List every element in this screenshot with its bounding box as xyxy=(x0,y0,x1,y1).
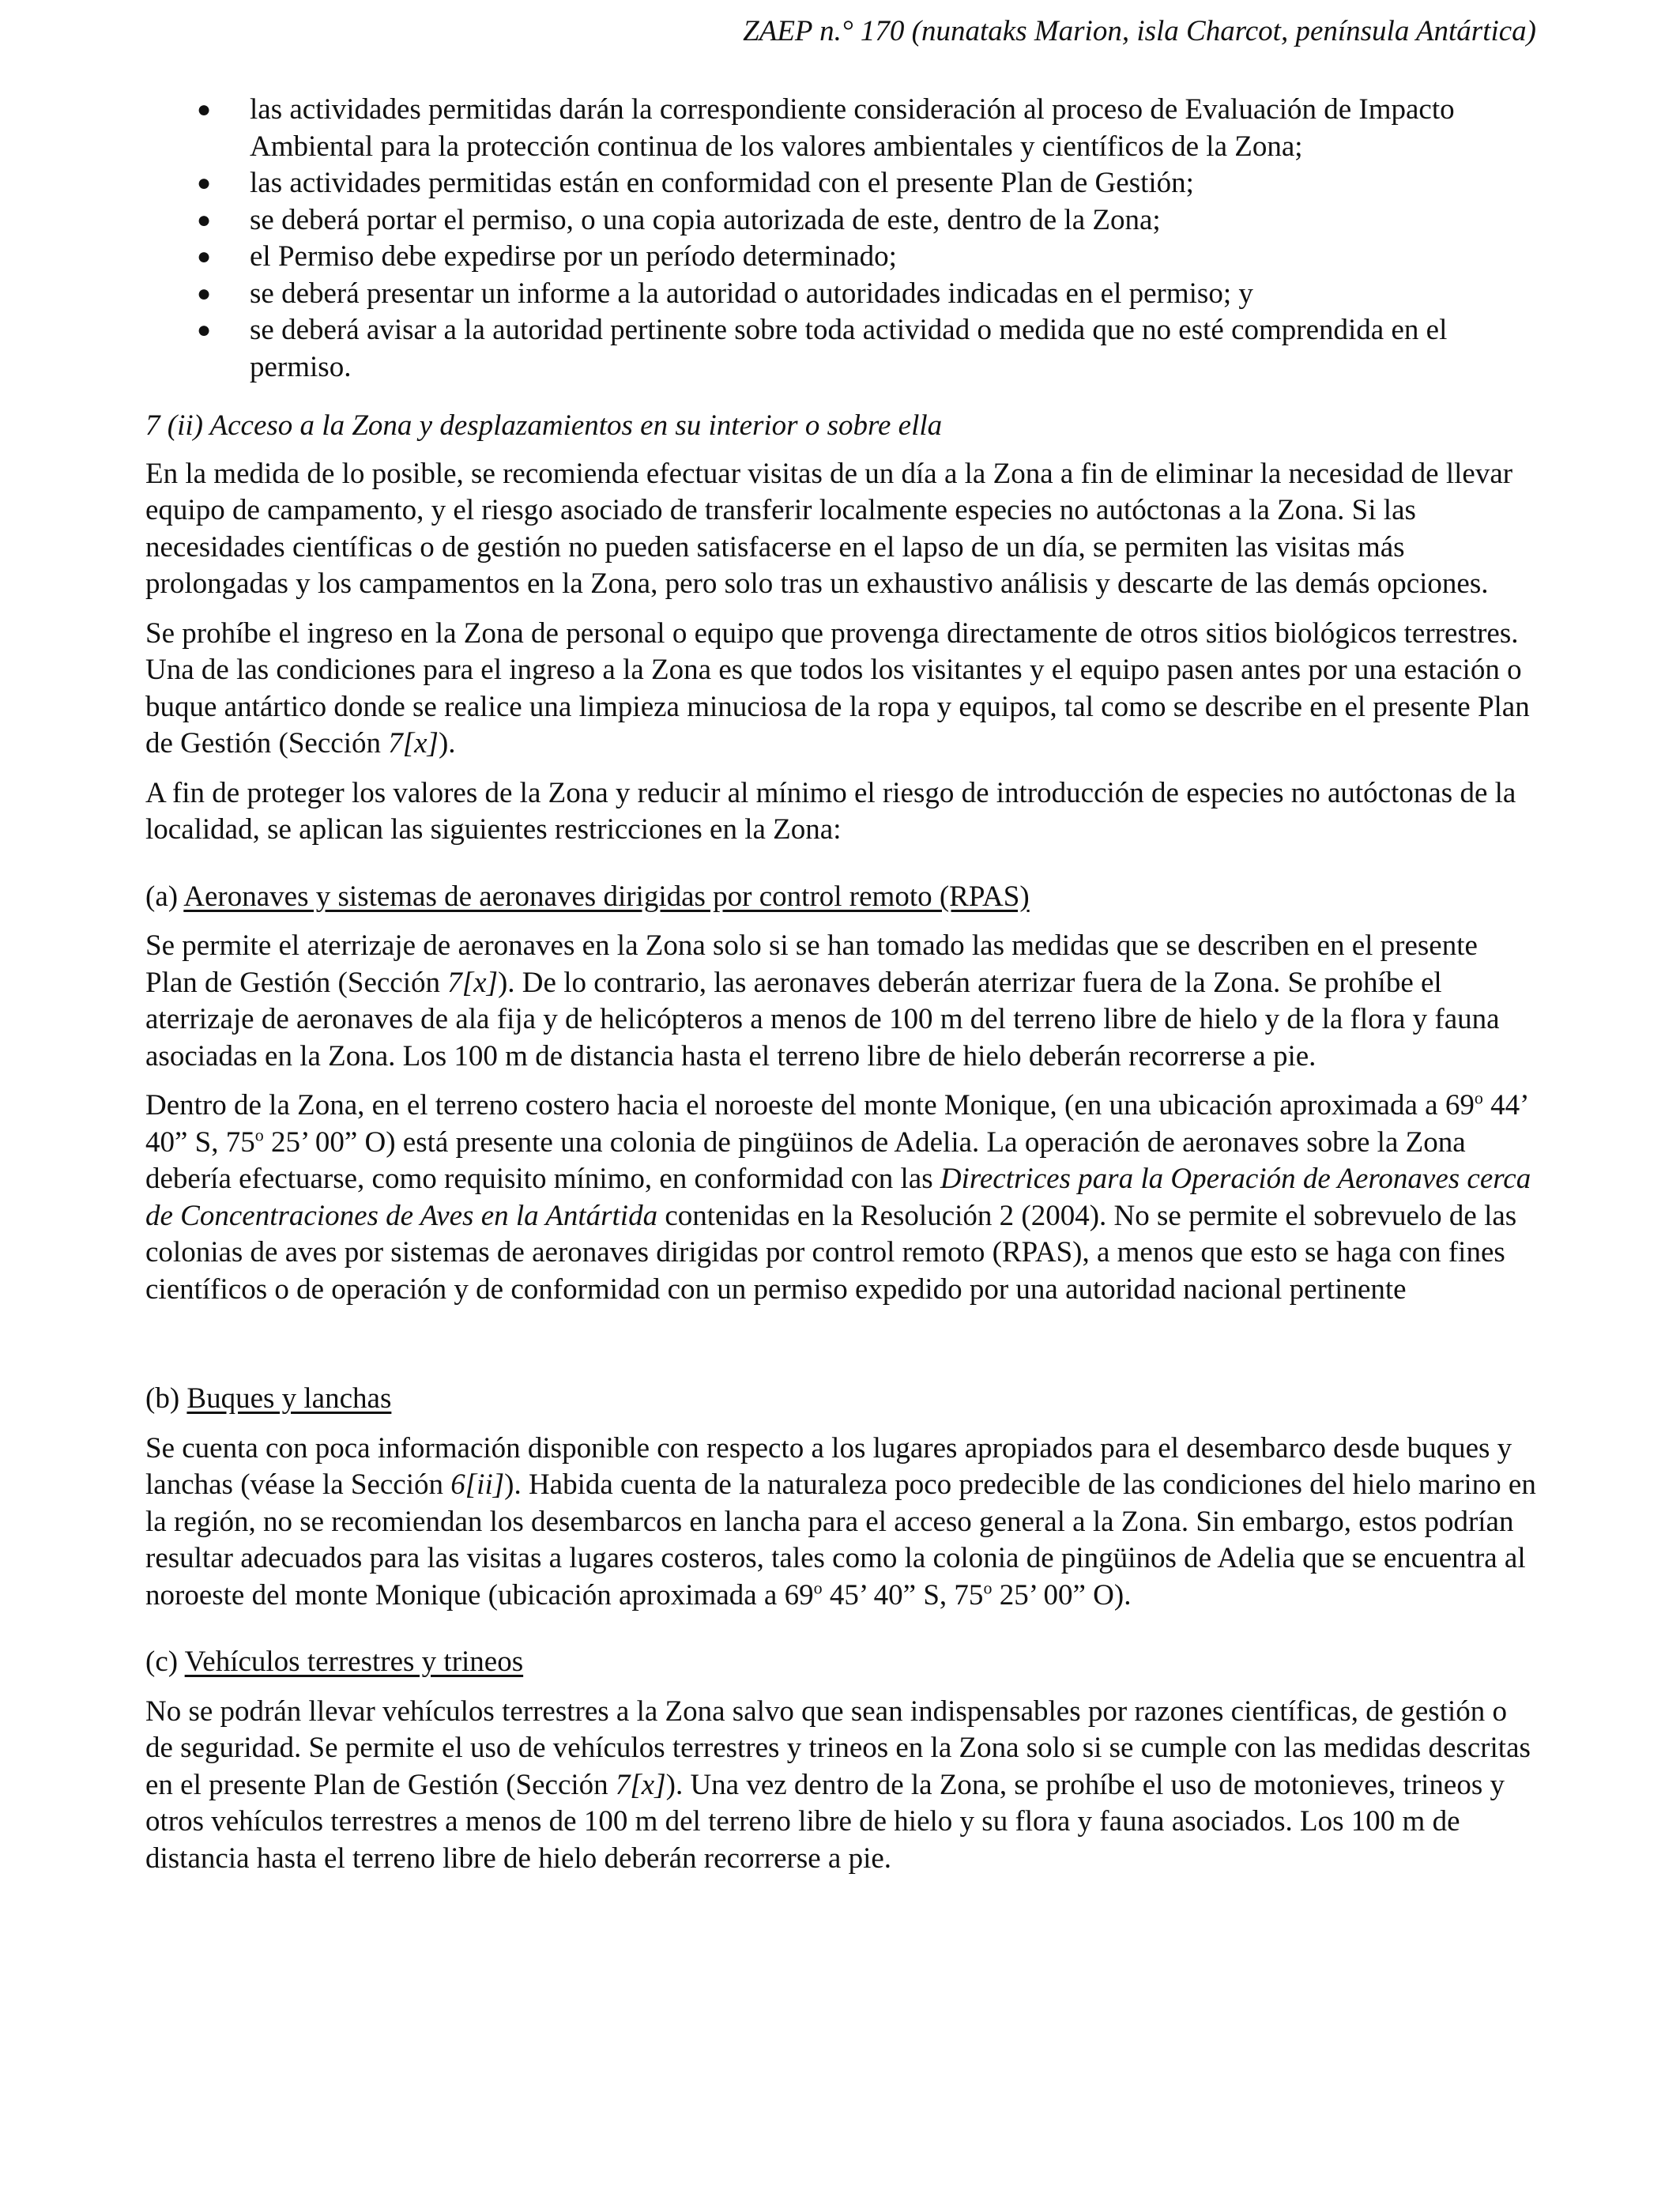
subheading-aircraft: (a) Aeronaves y sistemas de aeronaves dirigidas por control remoto (RPAS) xyxy=(145,880,1030,913)
section-reference: 7[x] xyxy=(388,727,439,760)
paragraph-penguin-colony-aircraft: Dentro de la Zona, en el terreno costero hacia el noroeste del monte Monique, (en una ubicación aproximada a 69$^o$ 44’ 40” S, 75$^o$ 25’ 00” O) está presente una colonia de pingüinos de Adelia. La operación de aeronaves sobre la Zona debería efectuarse, como requisito mínimo, en conformidad con las Directrices para la Operación de Aeronaves cerca de Concentraciones de Aves en la Antártida contenidas en la Resolución 2 (2004). No se permite el sobrevuelo de las colonias de aves por sistemas de aeronaves dirigidas por control remoto (RPAS), a menos que esto se haga con fines científicos o de operación y de conformidad con un permiso expedido por una autoridad nacional pertinente xyxy=(145,1088,1531,1306)
section-reference: 7[x] xyxy=(615,1768,666,1801)
paragraph-restrictions-intro: A fin de proteger los valores de la Zona y reducir al mínimo el riesgo de introducción de especies no autóctonas de la localidad, se aplican las siguientes restricciones en la Zona: xyxy=(145,776,1516,846)
bullet-icon: ● xyxy=(197,206,212,233)
section-reference: 7[x] xyxy=(447,966,498,999)
paragraph-aircraft-landing: Se permite el aterrizaje de aeronaves en la Zona solo si se han tomado las medidas que se describen en el presente Plan de Gestión (Sección 7[x]). De lo contrario, las aeronaves deberán aterrizar fuera de la Zona. Se prohíbe el aterrizaje de aeronaves de ala fija y de helicópteros a menos de 100 m del terreno libre de hielo y de la flora y fauna asociadas en la Zona. Los 100 m de distancia hasta el terreno libre de hielo deberán recorrerse a pie. xyxy=(145,929,1500,1072)
document-page xyxy=(145,9,1536,1890)
bullet-icon: ● xyxy=(197,96,212,123)
paragraph-ships-landing: Se cuenta con poca información disponible con respecto a los lugares apropiados para el desembarco desde buques y lanchas (véase la Sección 6[ii]). Habida cuenta de la naturaleza poco predecible de las condiciones del hielo marino en la región, no se recomiendan los desembarcos en lancha para el acceso general a la Zona. Sin embargo, estos podrían resultar adecuados para las visitas a lugares costeros, tales como la colonia de pingüinos de Adelia que se encuentra al noroeste del monte Monique (ubicación aproximada a 69$^o$ 45’ 40” S, 75$^o$ 25’ 00” O). xyxy=(145,1431,1536,1612)
list-item: ● el Permiso debe expedirse por un período determinado; xyxy=(145,239,1536,276)
subheading-ships: (b) Buques y lanchas xyxy=(145,1382,392,1415)
paragraph-day-visits: En la medida de lo posible, se recomienda efectuar visitas de un día a la Zona a fin de eliminar la necesidad de llevar equipo de campamento, y el riesgo asociado de transferir localmente especies no autóctonas a la Zona. Si las necesidades científicas o de gestión no pueden satisfacerse en el lapso de un día, se permiten las visitas más prolongadas y los campamentos en la Zona, pero solo tras un exhaustivo análisis y descarte de las demás opciones. xyxy=(145,457,1513,600)
list-item: ● se deberá presentar un informe a la autoridad o autoridades indicadas en el permiso; y xyxy=(145,276,1536,313)
guidelines-title: Directrices para la Operación de Aeronaves cerca de Concentraciones de Aves en la Antártida xyxy=(145,1163,1531,1232)
section-title: 7 (ii) Acceso a la Zona y desplazamientos en su interior o sobre ella xyxy=(145,409,943,442)
bullet-icon: ● xyxy=(197,280,212,307)
subheading-vehicles: (c) Vehículos terrestres y trineos xyxy=(145,1646,524,1678)
paragraph-entry-cleaning: Se prohíbe el ingreso en la Zona de personal o equipo que provenga directamente de otros sitios biológicos terrestres. Una de las condiciones para el ingreso a la Zona es que todos los visitantes y el equipo pasen antes por una estación o buque antártico donde se realice una limpieza minuciosa de la ropa y equipos, tal como se describe en el presente Plan de Gestión (Sección 7[x]). xyxy=(145,616,1530,760)
list-item: ● las actividades permitidas están en conformidad con el presente Plan de Gestión; xyxy=(145,165,1536,202)
list-item: ● se deberá portar el permiso, o una copia autorizada de este, dentro de la Zona; xyxy=(145,202,1536,239)
bullet-icon: ● xyxy=(197,243,212,270)
bullet-icon: ● xyxy=(197,317,212,343)
bullet-icon: ● xyxy=(197,170,212,196)
list-item: ● se deberá avisar a la autoridad pertinente sobre toda actividad o medida que no esté comprendida en el permiso. xyxy=(197,314,1448,383)
paragraph-vehicles: No se podrán llevar vehículos terrestres a la Zona salvo que sean indispensables por razones científicas, de gestión o de seguridad. Se permite el uso de vehículos terrestres y trineos en la Zona solo si se cumple con las medidas descritas en el presente Plan de Gestión (Sección 7[x]). Una vez dentro de la Zona, se prohíbe el uso de motonieves, trineos y otros vehículos terrestres a menos de 100 m del terreno libre de hielo y su flora y fauna asociados. Los 100 m de distancia hasta el terreno libre de hielo deberán recorrerse a pie. xyxy=(145,1695,1531,1875)
section-reference: 6[ii] xyxy=(450,1468,505,1501)
permit-conditions-list xyxy=(145,92,1536,386)
list-item: ● las actividades permitidas darán la correspondiente consideración al proceso de Evaluación de Impacto Ambiental para la protección continua de los valores ambientales y científicos de la Zona; xyxy=(197,93,1455,163)
running-header: ZAEP n.° 170 (nunataks Marion, isla Charcot, península Antártica) xyxy=(743,15,1536,47)
